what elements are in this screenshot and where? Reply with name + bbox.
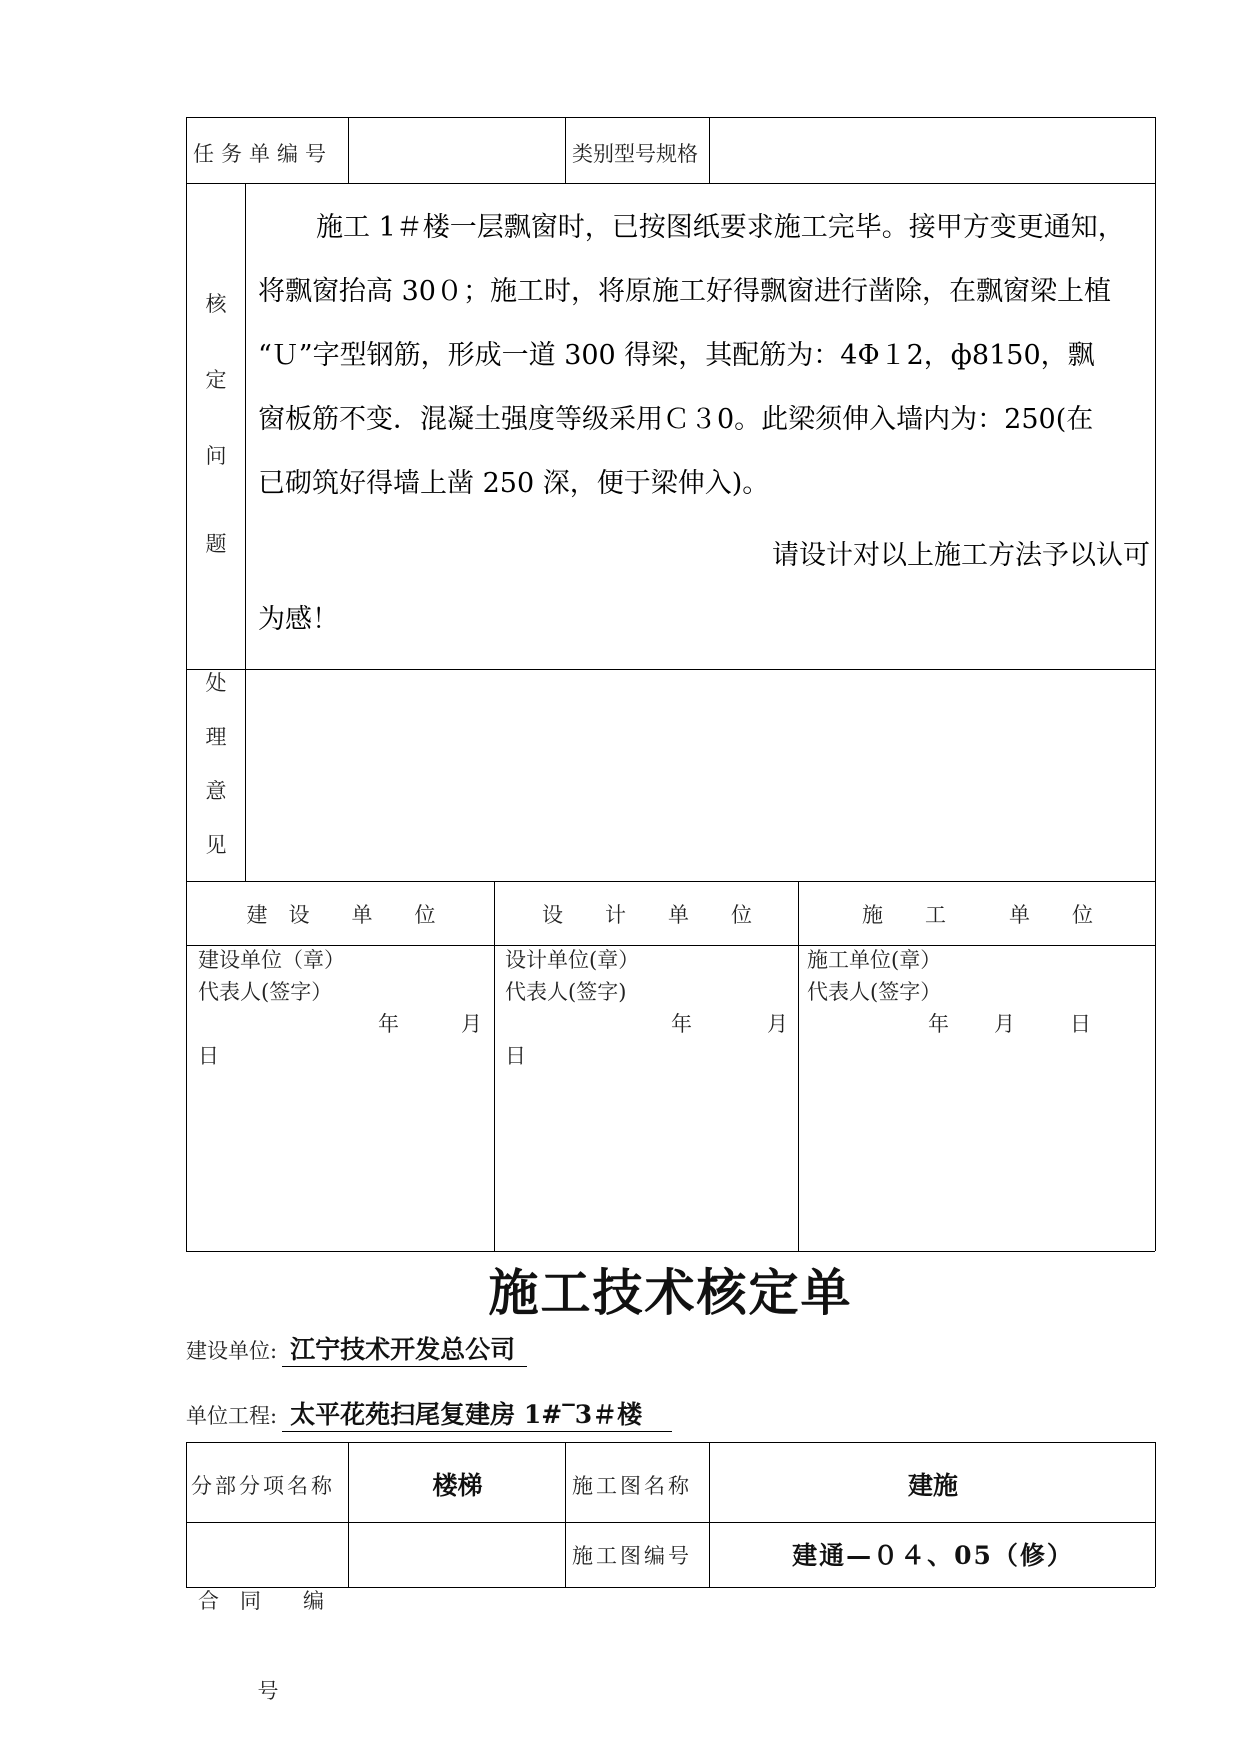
table-divider: [565, 1442, 566, 1587]
issue-label-char: 定: [205, 368, 227, 392]
designer-unit-seal-label: 设计单位(章）: [505, 948, 640, 972]
table-divider: [186, 881, 1155, 882]
owner-unit-header: 建 设 单 位: [246, 903, 436, 927]
issue-label-char: 核: [205, 292, 227, 316]
owner-rep-sign-label: 代表人(签字）: [198, 980, 333, 1004]
table-divider: [348, 117, 349, 183]
handling-label-char: 理: [205, 725, 227, 749]
contractor-day-label: 日: [1070, 1012, 1091, 1036]
table-border-left: [186, 1442, 187, 1587]
designer-year-label: 年: [671, 1012, 692, 1036]
issue-line: 窗板筋不变．混凝土强度等级采用Ｃ３0。此梁须伸入墙内为：250(在: [258, 404, 1094, 435]
drawing-number-value: 建通—０４、05（修）: [792, 1541, 1074, 1570]
subitem-name-value: 楼梯: [432, 1471, 483, 1500]
table-border-top: [186, 117, 1155, 118]
table-divider: [494, 881, 495, 1251]
issue-line: “Ｕ”字型钢筋，形成一道 300 得梁，其配筋为：4Φ１2，ф8150，飘: [258, 340, 1095, 371]
contractor-signature-block[interactable]: [807, 944, 1147, 1040]
contractor-rep-sign-label: 代表人(签字）: [807, 980, 942, 1004]
owner-line-label: 建设单位:: [186, 1339, 278, 1363]
issue-content: [258, 196, 1150, 652]
owner-month-label: 月: [461, 1012, 482, 1036]
table-divider: [798, 881, 799, 1251]
project-line: [186, 1395, 672, 1432]
owner-year-label: 年: [378, 1012, 399, 1036]
contract-number-label-line: 合 同 编: [198, 1589, 324, 1613]
handling-section-label: [188, 667, 244, 859]
issue-line: 已砌筑好得墙上凿 250 深，便于梁伸入)。: [258, 468, 770, 499]
drawing-name-value: 建施: [907, 1471, 958, 1500]
drawing-name-label: 施工图名称: [572, 1474, 692, 1498]
handling-label-char: 见: [205, 833, 227, 857]
owner-line-value: 江宁技术开发总公司: [282, 1330, 527, 1367]
handling-label-char: 处: [205, 671, 227, 695]
designer-month-label: 月: [767, 1012, 788, 1036]
contractor-unit-header: 施 工 单 位: [862, 903, 1093, 927]
table-divider: [245, 183, 246, 881]
table-divider: [186, 669, 1155, 670]
issue-line: 施工 1＃楼一层飘窗时，已按图纸要求施工完毕。接甲方变更通知，: [316, 212, 1125, 243]
project-line-label: 单位工程:: [186, 1404, 278, 1428]
table-border-top: [186, 1442, 1155, 1443]
table-divider: [186, 183, 1155, 184]
issue-label-char: 题: [205, 532, 227, 556]
request-line: 请设计对以上施工方法予以认可: [772, 540, 1150, 571]
owner-line: [186, 1330, 527, 1367]
contractor-unit-seal-label: 施工单位(章）: [807, 948, 942, 972]
document-title: 施工技术核定单: [488, 1263, 853, 1322]
handling-label-char: 意: [205, 779, 227, 803]
owner-signature-block[interactable]: [198, 944, 486, 1072]
table-border-left: [186, 117, 187, 1251]
owner-unit-seal-label: 建设单位（章）: [198, 948, 345, 972]
designer-unit-header: 设 计 单 位: [542, 903, 752, 927]
designer-rep-sign-label: 代表人(签字): [505, 980, 627, 1004]
table-divider: [709, 117, 710, 183]
table-divider: [186, 1522, 1155, 1523]
designer-signature-block[interactable]: [505, 944, 790, 1072]
request-line: 为感！: [258, 604, 339, 635]
table-divider: [565, 117, 566, 183]
contractor-month-label: 月: [994, 1012, 1015, 1036]
issue-label-char: 问: [205, 444, 227, 468]
category-spec-label: 类别型号规格: [572, 142, 698, 166]
drawing-number-label: 施工图编号: [572, 1544, 692, 1568]
table-divider: [348, 1442, 349, 1587]
table-border-right: [1155, 117, 1156, 1251]
contract-number-label: [198, 1526, 338, 1736]
issue-line: 将飘窗抬高 30０；施工时，将原施工好得飘窗进行凿除，在飘窗梁上植: [258, 276, 1111, 307]
handling-opinion-field[interactable]: [252, 676, 1148, 874]
contractor-year-label: 年: [928, 1012, 949, 1036]
contract-number-label-line: 号: [257, 1679, 279, 1703]
table-divider: [709, 1442, 710, 1587]
table-border-right: [1155, 1442, 1156, 1587]
designer-day-label: 日: [505, 1044, 526, 1068]
owner-day-label: 日: [198, 1044, 219, 1068]
table-border-bottom: [186, 1251, 1155, 1252]
subitem-name-label: 分部分项名称: [191, 1474, 335, 1498]
task-number-label: 任务单编号: [193, 142, 333, 166]
issue-section-label: [188, 288, 244, 558]
project-line-value: 太平花苑扫尾复建房 1#‾3＃楼: [282, 1395, 672, 1432]
